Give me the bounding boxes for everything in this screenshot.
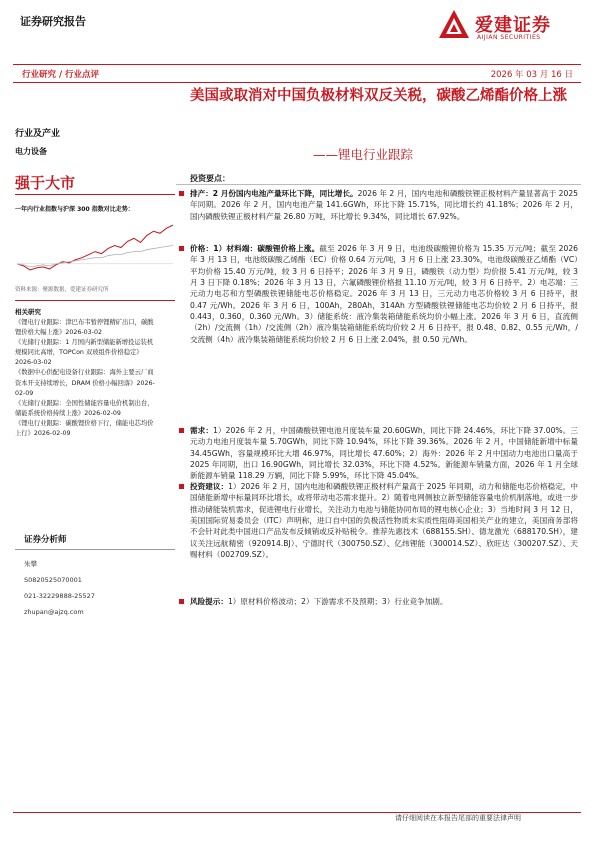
rating-divider — [15, 194, 175, 195]
logo-text-cn: 爱建证券 — [475, 15, 551, 36]
point-text: 1）2026 年 2 月，国内电池和磷酸铁锂正极材料产量高于 2025 年同期，动力和储能电芯价格稳定，中国储能新增中标量同环比增长，或将带动电芯需求提升。2）随着电网侧独立新型储能容量电价机制落地，或进一步推动储能装机需求，促进锂电行业增长，关注动力电池与储能协同布局的锂电核心企业；3）当地时间 3 月 12 日，美国国际贸易委员会（ITC）声明称，进口自中国的负极活性物质未实质性阻碍美国相关产业的建立，美国商务部将不会针对此类中国进口产品发布反倾销或反补贴税令。推荐先惠技术（688155.SH）、德龙激光（688170.SH），建议关注远航精密（920914.BJ）、宁德时代（300750.SZ）、亿纬锂能（300014.SZ）、欣旺达（300207.SZ）、天赐材料（002709.SZ）。 — [190, 482, 579, 560]
point-text: 1）2026 年 2 月，中国磷酸铁锂电池月度装车量 20.60GWh，同比下降 24.46%，环比下降 37.00%。三元动力电池月度装车量 5.70GWh，同比下降 10.94%，环比下降 39.36%。2026 年 2 月，中国储能新增中标量 34.45GWh，容量规模环比大增 46.97%，同比增长 47.60%；2）海外：2026 年 2 月中国动力电池出口量高于 2025 年同期，出口 16.90GWh，同比增长 32.03%，环比下降 4.52%。新能源车销量方面，2026 年 1 月全球新能源车销量 118.29 万辆，同比下降 5.99%，环比下降 45.04%。 — [190, 426, 579, 481]
point-demand — [178, 425, 578, 482]
chart-source: 资料来源：聚源数据，爱建证券研究所 — [15, 287, 109, 293]
bullet-square-icon — [179, 484, 184, 489]
related-divider — [15, 300, 175, 301]
bullet-square-icon — [179, 191, 184, 196]
analyst-cert: S0820525070001 — [24, 576, 82, 584]
aijian-logo-icon — [437, 8, 471, 42]
point-production — [178, 188, 578, 222]
industry-rating: 强于大市 — [15, 174, 76, 192]
point-lead: 投资建议： — [190, 482, 229, 491]
company-logo — [437, 8, 577, 44]
report-date: 2026 年 03 月 16 日 — [490, 70, 573, 80]
point-lead: 价格：1）材料端：碳酸锂价格上涨。 — [190, 244, 320, 253]
bullet-square-icon — [179, 246, 184, 251]
point-lead: 需求： — [190, 426, 214, 435]
point-text: 截至 2026 年 3 月 9 日，电池级碳酸锂价格为 15.35 万元/吨；截至 2026 年 3 月 13 日，电池级碳酸乙烯酯（EC）价格 0.64 万元/吨，3 月 6 日上涨 23.30%，电池级碳酸亚乙烯酯（VC）平均价格 15.40 万元/吨，较 3 月 6 日持平；2026 年 3 月 9 日，磷酸铁（动力型）均价报 5.41 万元/吨，较 3 月 3 日下降 0.18%；2026 年 3 月 13 日，六氟磷酸锂价格报 11.10 万元/吨，较 3 月 6 日持平。2）电芯端：三元动力电芯和方型磷酸铁锂储能电芯价格稳定。2026 年 3 月 13 日，三元动力电芯价格较 3 月 6 日持平，报 0.47 元/Wh。2026 年 3 月 6 日，100Ah，280Ah，314Ah 方型磷酸铁锂储能电芯均价较 2 月 6 日持平，报 0.443，0.360，0.360 元/Wh。3）储能系统：液冷集装箱储能系统均价小幅上涨。2026 年 3 月 6 日，直流侧（2h）/交流侧（1h）/交流侧（2h）液冷集装箱储能系统均价较 2 月 6 日持平，报 0.48、0.82、0.55 元/Wh，/交流侧（4h）液冷集装箱储能系统均价较 2 月 6 日上涨 2.04%，报 0.50 元/Wh。 — [190, 244, 578, 344]
analyst-phone: 021-32229888-25527 — [24, 592, 95, 600]
point-text: 1）原材料价格波动；2）下游需求不及预期；3）行业竞争加剧。 — [227, 597, 448, 606]
investment-points-heading: 投资要点： — [190, 174, 230, 183]
related-item[interactable]: 《锂电行业跟踪：津巴布韦暂停锂精矿出口，碳酸锂价格大幅上涨》2026-03-02 — [15, 319, 154, 337]
related-item[interactable]: 《数据中心供配电设备行业跟踪：海外主要云厂商资本开支持续增长，DRAM 价格小幅回落》2026-02-09 — [15, 369, 155, 397]
industry-label: 行业及产业 — [15, 129, 61, 139]
point-price — [178, 243, 578, 345]
point-text: 2026 年 2 月，国内电池和磷酸铁锂正极材料产量显著高于 2025 年同期。2026 年 2 月，国内电池产量 141.6GWh，环比下降 15.71%，同比增长约 41.18%；2026 年 2 月，国内磷酸铁锂正极材料产量 26.80 万吨，环比增长 9.34%，同比增长 67.92%。 — [190, 189, 578, 221]
related-item[interactable]: 《锂电行业跟踪：碳酸锂价格下行，储能电芯均价上行》2026-02-09 — [15, 419, 154, 438]
industry-name: 电力设备 — [15, 147, 47, 156]
index-comparison-chart — [15, 214, 175, 280]
report-title: 美国或取消对中国负极材料双反关税，碳酸乙烯酯价格上涨 — [190, 88, 567, 104]
analyst-heading: 证券分析师 — [24, 535, 67, 545]
category-band — [13, 64, 581, 83]
bullet-square-icon — [179, 428, 184, 433]
analyst-name: 朱攀 — [24, 560, 37, 568]
point-investment-advice — [178, 481, 578, 560]
point-lead: 风险提示： — [190, 597, 228, 606]
related-research-list — [15, 318, 155, 439]
chart-title: 一年内行业指数与沪深 300 指数对比走势： — [15, 206, 134, 213]
bullet-square-icon — [179, 599, 184, 604]
analyst-divider — [15, 549, 175, 550]
related-item[interactable]: 《光储行业跟踪：全国性储能容量电价机制出台，储能系统价格持续上涨》2026-02-09 — [15, 399, 154, 417]
legal-notice: 请仔细阅读在本报告尾部的重要法律声明 — [395, 814, 521, 822]
analyst-email[interactable]: zhupan@ajzq.com — [24, 608, 84, 616]
point-risk — [178, 596, 578, 607]
series-line-0 — [17, 225, 173, 270]
related-research-heading: 相关研究 — [15, 308, 41, 316]
logo-text-en: AIJIAN SECURITIES — [477, 34, 541, 41]
points-divider — [176, 184, 581, 185]
report-category: 行业研究 / 行业点评 — [22, 70, 100, 80]
related-item[interactable]: 《光储行业跟踪：1 月国内新型储能新增投运装机规模同比高增，TOPCon 双玻组件价格稳定》2026-03-02 — [15, 339, 154, 367]
report-type-title: 证券研究报告 — [20, 15, 86, 28]
analyst-info — [24, 556, 95, 620]
report-subtitle: ——锂电行业跟踪 — [313, 147, 414, 162]
point-lead: 排产：2 月份国内电池产量环比下降，同比增长。 — [190, 189, 358, 198]
